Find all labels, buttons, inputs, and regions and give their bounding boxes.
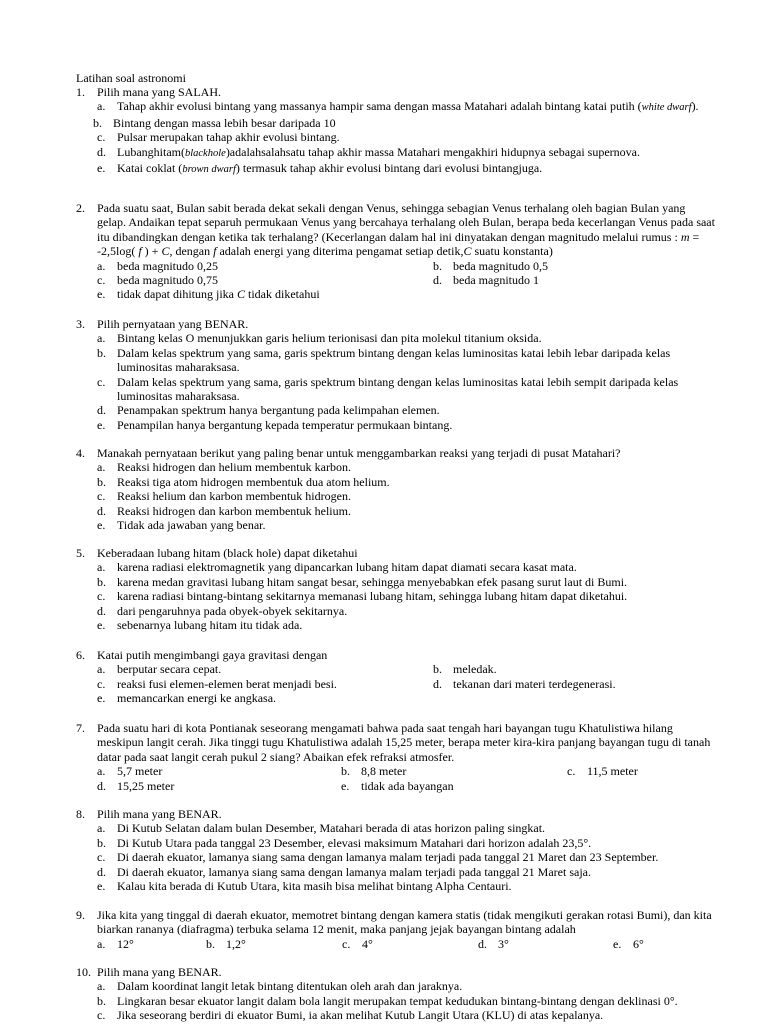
option-text: Lubanghitam(blackhole)adalahsalahsatu tahap akhir massa Matahari mengakhiri hidupnya sebagai supernova.	[117, 144, 640, 159]
option-letter: e.	[613, 936, 622, 951]
option-letter: c.	[97, 273, 106, 288]
option-text: beda magnitudo 0,5	[453, 258, 548, 273]
option-letter: b.	[433, 662, 442, 677]
option-text: Reaksi hidrogen dan helium membentuk karbon.	[117, 460, 351, 475]
option-text: 3°	[498, 936, 509, 951]
option-text: Tidak ada jawaban yang benar.	[117, 518, 266, 533]
option-letter: e.	[97, 691, 106, 706]
option-letter: c.	[97, 130, 106, 145]
option-text: Dalam kelas spektrum yang sama, garis spektrum bintang dengan kelas luminositas katai lebih lebar daripada kelas luminositas maharaksasa.	[117, 345, 671, 375]
option-letter: d.	[433, 273, 442, 288]
option-text: Bintang dengan massa lebih besar daripada 10	[113, 115, 336, 130]
option-letter: b.	[93, 115, 102, 130]
question-text: Keberadaan lubang hitam (black hole) dapat diketahui	[97, 546, 358, 560]
option-letter: a.	[97, 331, 106, 346]
option-text: Reaksi tiga atom hidrogen membentuk dua atom helium.	[117, 474, 390, 489]
option-letter: c.	[342, 936, 351, 951]
question-number: 8.	[76, 807, 85, 821]
option-letter: e.	[341, 778, 350, 793]
option-text: sebenarnya lubang hitam itu tidak ada.	[117, 618, 303, 633]
question-2	[76, 201, 716, 302]
option-text: Di daerah ekuator, lamanya siang sama dengan lamanya malam terjadi pada tanggal 21 Maret dan 23 September.	[117, 850, 659, 865]
option-text: Di Kutub Utara pada tanggal 23 Desember, elevasi maksimum Matahari dari horizon adalah 23,5°.	[117, 835, 592, 850]
option-text: Reaksi hidrogen dan karbon membentuk helium.	[117, 503, 351, 518]
option-letter: c.	[567, 764, 576, 779]
option-text: Lingkaran besar ekuator langit dalam bola langit merupakan tempat kedudukan bintang-bintang dengan deklinasi 0°.	[117, 993, 678, 1008]
option-letter: e.	[97, 417, 106, 432]
question-4	[76, 446, 716, 532]
question-text: Pilih pernyataan yang BENAR.	[97, 317, 249, 331]
option-letter: c.	[97, 1008, 106, 1023]
option-letter: c.	[97, 850, 106, 865]
option-text: 11,5 meter	[587, 764, 638, 779]
question-number: 2.	[76, 201, 85, 215]
option-text: 1,2°	[226, 936, 246, 951]
option-text: karena medan gravitasi lubang hitam sangat besar, sehingga menyebabkan efek pasang surut laut di Bumi.	[117, 574, 628, 589]
option-letter: b.	[97, 993, 106, 1008]
option-letter: b.	[97, 345, 106, 360]
option-letter: c.	[97, 589, 106, 604]
option-letter: d.	[97, 503, 106, 518]
option-text: 6°	[633, 936, 644, 951]
option-text: karena radiasi elektromagnetik yang dipancarkan lubang hitam dapat diamati secara kasat mata.	[117, 560, 577, 575]
option-text: Tahap akhir evolusi bintang yang massanya hampir sama dengan massa Matahari adalah bintang katai putih (white dwarf).	[117, 99, 699, 114]
option-letter: c.	[97, 676, 106, 691]
option-letter: b.	[433, 258, 442, 273]
option-text: tekanan dari materi terdegenerasi.	[453, 676, 616, 691]
option-letter: a.	[97, 560, 106, 575]
question-7	[76, 721, 716, 793]
question-text: Pada suatu saat, Bulan sabit berada dekat sekali dengan Venus, sehingga sebagian Venus terhalang oleh bagian Bulan yang gelap. Andaikan tepat separuh permukaan Venus yang bercahaya terhalang oleh Bulan, berapa beda kecerlangan Venus pada saat itu dibandingkan dengan ketika tak terhalang? (Kecerlangan dalam hal ini dinyatakan dengan magnitudo melalui rumus : m = -2,5log( f ) + C, dengan f adalah energi yang diterima pengamat setiap detik,C suatu konstanta)	[97, 201, 715, 259]
option-letter: e.	[97, 518, 106, 533]
option-letter: a.	[97, 99, 106, 114]
option-letter: b.	[341, 764, 350, 779]
option-text: 15,25 meter	[117, 778, 175, 793]
option-text: Penampilan hanya bergantung kepada temperatur permukaan bintang.	[117, 417, 453, 432]
option-text: Reaksi helium dan karbon membentuk hidrogen.	[117, 489, 351, 504]
option-letter: a.	[97, 936, 106, 951]
option-letter: e.	[97, 879, 106, 894]
option-text: memancarkan energi ke angkasa.	[117, 691, 277, 706]
option-letter: e.	[97, 618, 106, 633]
option-text: 5,7 meter	[117, 764, 163, 779]
option-text: karena radiasi bintang-bintang sekitarnya memanasi lubang hitam, sehingga lubang hitam dapat diketahui.	[117, 589, 628, 604]
document-title: Latihan soal astronomi	[76, 71, 186, 85]
option-text: meledak.	[453, 662, 497, 677]
option-letter: a.	[97, 821, 106, 836]
question-6	[76, 648, 716, 706]
option-letter: d.	[433, 676, 442, 691]
option-letter: c.	[97, 489, 106, 504]
question-number: 1.	[76, 85, 85, 99]
question-10	[76, 965, 716, 1023]
option-letter: e.	[97, 287, 106, 302]
option-text: 8,8 meter	[361, 764, 407, 779]
question-number: 9.	[76, 908, 85, 922]
option-letter: a.	[97, 979, 106, 994]
question-number: 3.	[76, 317, 85, 331]
question-number: 6.	[76, 648, 85, 662]
option-text: Penampakan spektrum hanya bergantung pada kelimpahan elemen.	[117, 403, 440, 418]
option-letter: a.	[97, 662, 106, 677]
option-letter: c.	[97, 374, 106, 389]
question-9	[76, 908, 716, 951]
question-number: 4.	[76, 446, 85, 460]
option-text: Kalau kita berada di Kutub Utara, kita masih bisa melihat bintang Alpha Centauri.	[117, 879, 512, 894]
question-number: 7.	[76, 721, 85, 735]
question-text: Pilih mana yang BENAR.	[97, 807, 222, 821]
question-3	[76, 317, 716, 432]
option-text: Dalam koordinat langit letak bintang ditentukan oleh arah dan jaraknya.	[117, 979, 463, 994]
option-letter: b.	[97, 574, 106, 589]
question-text: Pilih mana yang SALAH.	[97, 85, 221, 99]
option-text: dari pengaruhnya pada obyek-obyek sekitarnya.	[117, 603, 348, 618]
question-8	[76, 807, 716, 893]
question-text: Manakah pernyataan berikut yang paling benar untuk menggambarkan reaksi yang terjadi di pusat Matahari?	[97, 446, 621, 460]
option-letter: d.	[97, 603, 106, 618]
option-text: tidak dapat dihitung jika C tidak diketahui	[117, 287, 320, 302]
option-letter: a.	[97, 460, 106, 475]
option-letter: e.	[97, 161, 106, 176]
option-text: berputar secara cepat.	[117, 662, 222, 677]
option-text: Dalam kelas spektrum yang sama, garis spektrum bintang dengan kelas luminositas katai lebih sempit daripada kelas luminositas maharaksasa.	[117, 374, 679, 404]
option-text: beda magnitudo 1	[453, 273, 539, 288]
option-text: beda magnitudo 0,75	[117, 273, 218, 288]
question-text: Pada suatu hari di kota Pontianak seseorang mengamati bahwa pada saat tengah hari bayangan tugu Khatulistiwa hilang meskipun langit cerah. Jika tinggi tugu Khatulistiwa adalah 15,25 meter, berapa meter kira-kira panjang bayangan tugu di tanah datar pada saat langit cerah pukul 2 siang? Abaikan efek refraksi atmosfer.	[97, 721, 711, 764]
option-text: 4°	[362, 936, 373, 951]
question-number: 10.	[76, 965, 91, 979]
option-text: reaksi fusi elemen-elemen berat menjadi besi.	[117, 676, 337, 691]
question-1	[76, 85, 716, 177]
option-letter: b.	[206, 936, 215, 951]
option-text: beda magnitudo 0,25	[117, 258, 218, 273]
question-text: Katai putih mengimbangi gaya gravitasi dengan	[97, 648, 328, 662]
option-letter: a.	[97, 764, 106, 779]
option-letter: d.	[97, 864, 106, 879]
option-text: Di Kutub Selatan dalam bulan Desember, Matahari berada di atas horizon paling singkat.	[117, 821, 546, 836]
option-text: Pulsar merupakan tahap akhir evolusi bintang.	[117, 130, 340, 145]
option-letter: d.	[97, 778, 106, 793]
question-text: Jika kita yang tinggal di daerah ekuator, memotret bintang dengan kamera statis (tidak mengikuti gerakan rotasi Bumi), dan kita biarkan rananya (diafragma) terbuka selama 12 menit, maka panjang jejak bayangan bintang adalah	[97, 908, 712, 937]
option-letter: d.	[478, 936, 487, 951]
option-letter: b.	[97, 835, 106, 850]
option-text: tidak ada bayangan	[361, 778, 454, 793]
option-letter: d.	[97, 403, 106, 418]
option-letter: a.	[97, 258, 106, 273]
option-text: Di daerah ekuator, lamanya siang sama dengan lamanya malam terjadi pada tanggal 21 Maret saja.	[117, 864, 591, 879]
option-letter: b.	[97, 474, 106, 489]
option-text: Jika seseorang berdiri di ekuator Bumi, ia akan melihat Kutub Langit Utara (KLU) di atas kepalanya.	[117, 1008, 604, 1023]
option-text: Katai coklat (brown dwarf) termasuk tahap akhir evolusi bintang dari evolusi bintangjuga.	[117, 161, 543, 176]
option-text: Bintang kelas O menunjukkan garis helium terionisasi dan pita molekul titanium oksida.	[117, 331, 542, 346]
option-text: 12°	[117, 936, 134, 951]
question-number: 5.	[76, 546, 85, 560]
question-5	[76, 546, 716, 632]
question-text: Pilih mana yang BENAR.	[97, 965, 222, 979]
option-letter: d.	[97, 144, 106, 159]
